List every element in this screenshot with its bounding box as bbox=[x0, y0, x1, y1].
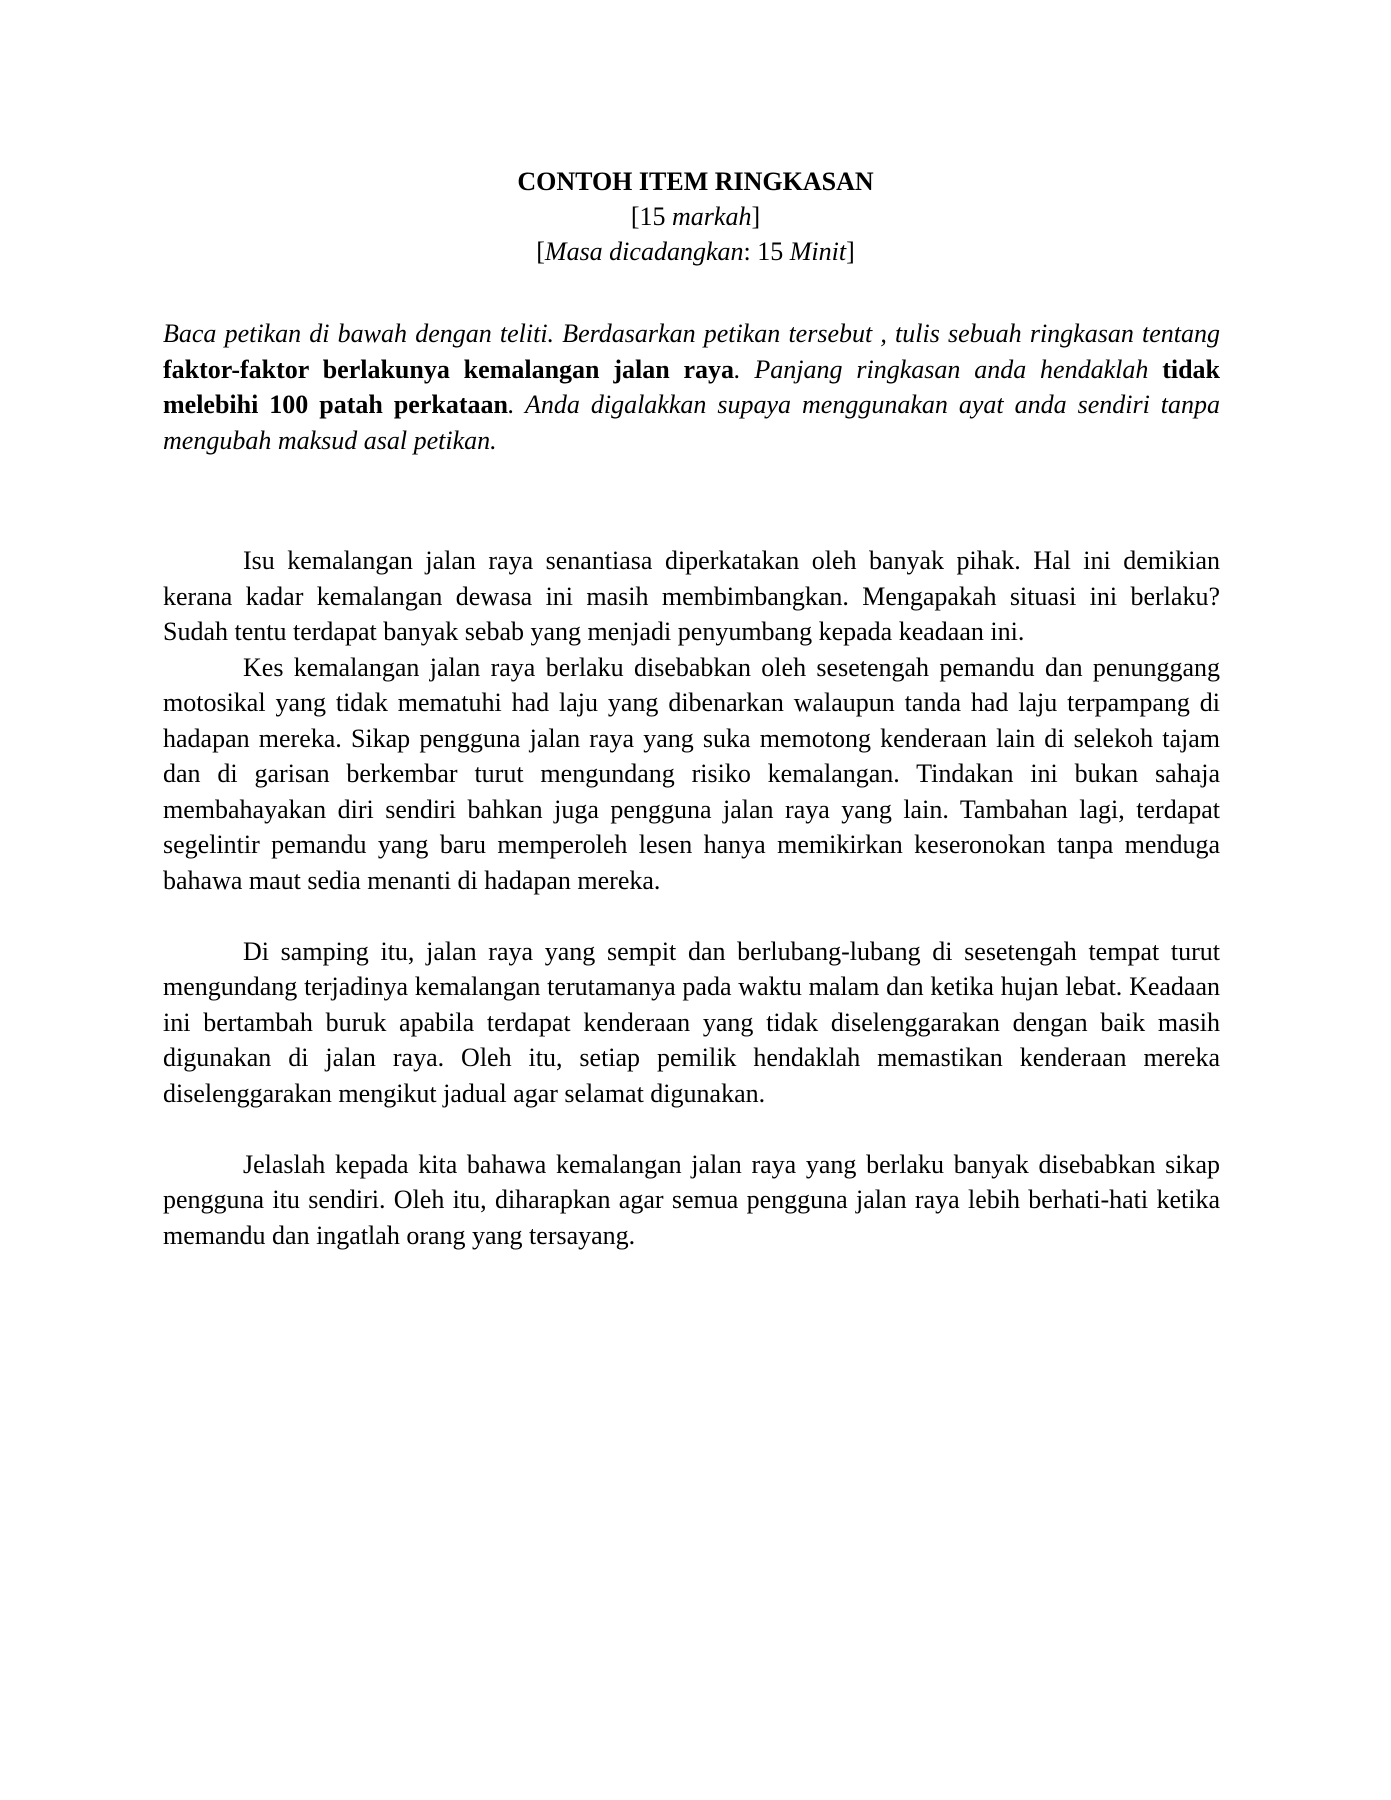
time-close: ] bbox=[846, 237, 855, 266]
time-open: [ bbox=[536, 237, 545, 266]
passage bbox=[163, 543, 1220, 1253]
instructions-part2: . Panjang ringkasan anda hendaklah bbox=[734, 354, 1163, 384]
marks-word: markah bbox=[672, 202, 752, 231]
document-title: CONTOH ITEM RINGKASAN bbox=[517, 167, 874, 196]
time-line bbox=[0, 234, 1391, 269]
passage-paragraph-4: Jelaslah kepada kita bahawa kemalangan jalan raya yang berlaku banyak disebabkan sikap pengguna itu sendiri. Oleh itu, diharapkan agar semua pengguna jalan raya lebih berhati-hati ketika memandu dan ingatlah orang yang tersayang. bbox=[163, 1149, 1220, 1250]
marks-line bbox=[0, 199, 1391, 234]
instructions-paragraph bbox=[163, 316, 1220, 458]
passage-paragraph-3: Di samping itu, jalan raya yang sempit dan berlubang-lubang di sesetengah tempat turut mengundang terjadinya kemalangan terutamanya pada waktu malam dan ketika hujan lebat. Keadaan ini bertambah buruk apabila terdapat kenderaan yang tidak diselenggarakan dengan baik masih digunakan di jalan raya. Oleh itu, setiap pemilik hendaklah memastikan kenderaan mereka diselenggarakan mengikut jadual agar selamat digunakan. bbox=[163, 936, 1220, 1108]
instructions-part3: . Anda digalakkan supaya menggunakan ayat anda sendiri tanpa mengubah maksud asal petikan. bbox=[163, 390, 1221, 455]
passage-paragraph-2: Kes kemalangan jalan raya berlaku disebabkan oleh sesetengah pemandu dan penunggang motosikal yang tidak mematuhi had laju yang dibenarkan walaupun tanda had laju terpampang di hadapan mereka. Sikap pengguna jalan raya yang suka memotong kenderaan lain di selekoh tajam dan di garisan berkembar turut mengundang risiko kemalangan. Tindakan ini bukan sahaja membahayakan diri sendiri bahkan juga pengguna jalan raya yang lain. Tambahan lagi, terdapat segelintir pemandu yang baru memperoleh lesen hanya memikirkan keseronokan tanpa menduga bahawa maut sedia menanti di hadapan mereka. bbox=[163, 652, 1220, 895]
instructions-word-limit: tidak melebihi 100 patah perkataan bbox=[163, 354, 1220, 419]
time-label: Masa dicadangkan bbox=[544, 237, 744, 266]
instructions-part1: Baca petikan di bawah dengan teliti. Berdasarkan petikan tersebut , tulis sebuah ringkasan tentang bbox=[163, 319, 1220, 348]
document-header bbox=[0, 164, 1391, 269]
time-unit: Minit bbox=[789, 237, 847, 266]
time-colon: : 15 bbox=[743, 237, 790, 266]
instructions-topic: faktor-faktor berlakunya kemalangan jalan raya bbox=[163, 354, 735, 384]
passage-paragraph-1: Isu kemalangan jalan raya senantiasa diperkatakan oleh banyak pihak. Hal ini demikian kerana kadar kemalangan dewasa ini masih membimbangkan. Mengapakah situasi ini berlaku? Sudah tentu terdapat banyak sebab yang menjadi penyumbang kepada keadaan ini. bbox=[163, 546, 1220, 646]
marks-close: ] bbox=[751, 202, 761, 231]
marks-open: [15 bbox=[630, 202, 673, 231]
